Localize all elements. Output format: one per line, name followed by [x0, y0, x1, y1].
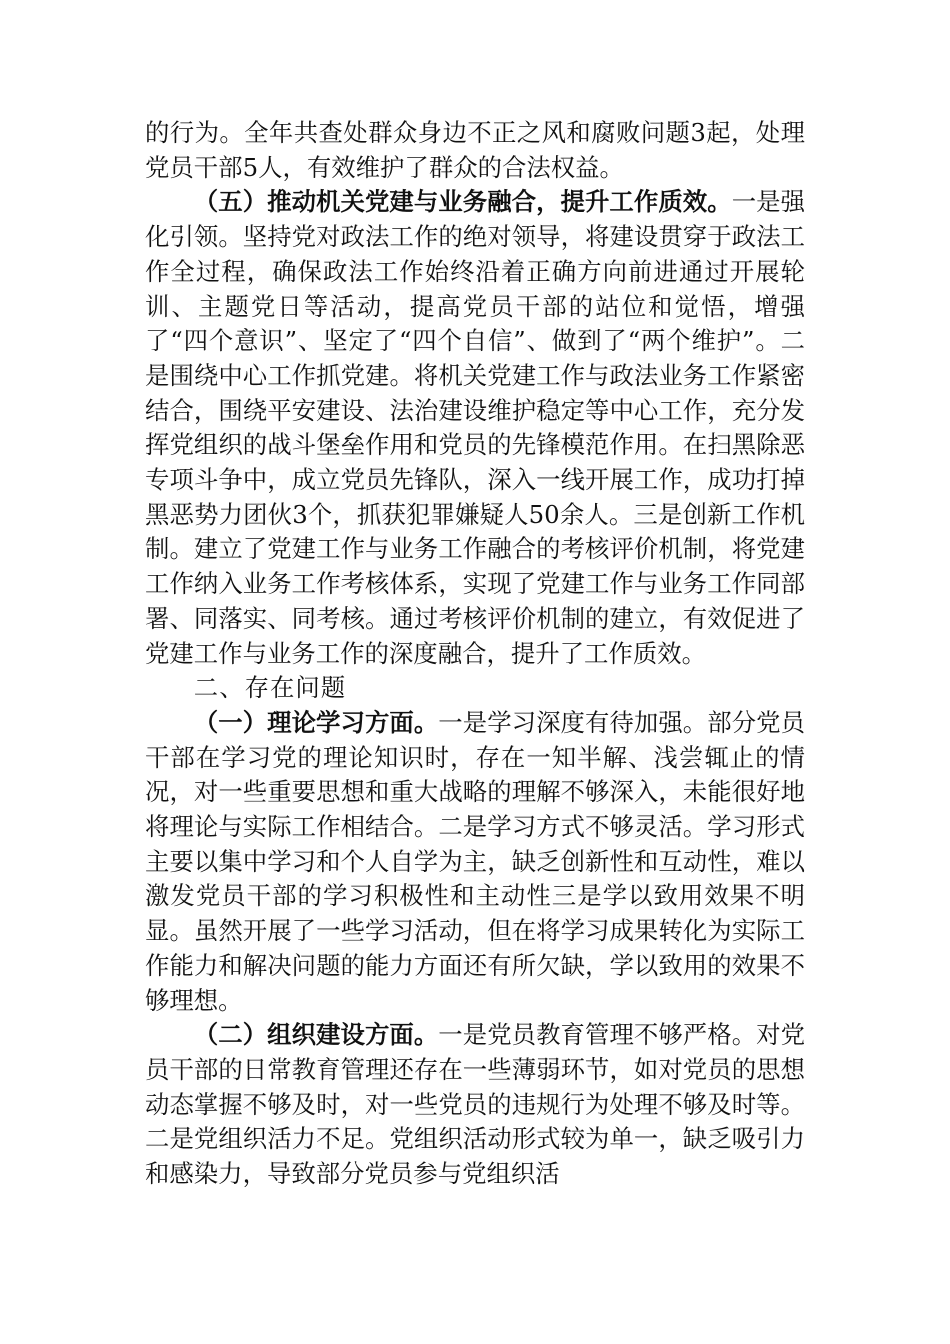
paragraph-section-5	[145, 185, 805, 671]
document-body	[145, 116, 805, 1192]
section-title: （五）推动机关党建与业务融合，提升工作质效。	[193, 187, 732, 217]
paragraph-text: 一是党员教育管理不够严格。对党员干部的日常教育管理还存在一些薄弱环节，如对党员的思想动态掌握不够及时，对一些党员的违规行为处理不够及时等。二是党组织活力不足。党组织活动形式较为单一，缺乏吸引力和感染力，导致部分党员参与党组织活	[145, 1020, 805, 1189]
paragraph-text: 的行为。全年共查处群众身边不正之风和腐败问题3起，处理党员干部5人，有效维护了群众的合法权益。	[145, 118, 805, 182]
paragraph-problem-1	[145, 706, 805, 1018]
section-title: （一）理论学习方面。	[193, 707, 439, 737]
chapter-heading: 二、存在问题	[193, 673, 347, 703]
section-title: （二）组织建设方面。	[193, 1020, 439, 1050]
paragraph-text: 一是学习深度有待加强。部分党员干部在学习党的理论知识时，存在一知半解、浅尝辄止的情况，对一些重要思想和重大战略的理解不够深入，未能很好地将理论与实际工作相结合。二是学习方式不够灵活。学习形式主要以集中学习和个人自学为主，缺乏创新性和互动性，难以激发党员干部的学习积极性和主动性三是学以致用效果不明显。虽然开展了一些学习活动，但在将学习成果转化为实际工作能力和解决问题的能力方面还有所欠缺，学以致用的效果不够理想。	[145, 707, 805, 1015]
paragraph-text: 一是强化引领。坚持党对政法工作的绝对领导，将建设贯穿于政法工作全过程，确保政法工作始终沿着正确方向前进通过开展轮训、主题党日等活动，提高党员干部的站位和觉悟，增强了“四个意识”、坚定了“四个自信”、做到了“两个维护”。二是围绕中心工作抓党建。将机关党建工作与政法业务工作紧密结合，围绕平安建设、法治建设维护稳定等中心工作，充分发挥党组织的战斗堡垒作用和党员的先锋模范作用。在扫黑除恶专项斗争中，成立党员先锋队，深入一线开展工作，成功打掉黑恶势力团伙3个，抓获犯罪嫌疑人50余人。三是创新工作机制。建立了党建工作与业务工作融合的考核评价机制，将党建工作纳入业务工作考核体系，实现了党建工作与业务工作同部署、同落实、同考核。通过考核评价机制的建立，有效促进了党建工作与业务工作的深度融合，提升了工作质效。	[145, 187, 805, 668]
paragraph-problem-2	[145, 1018, 805, 1192]
paragraph-continuation	[145, 116, 805, 185]
